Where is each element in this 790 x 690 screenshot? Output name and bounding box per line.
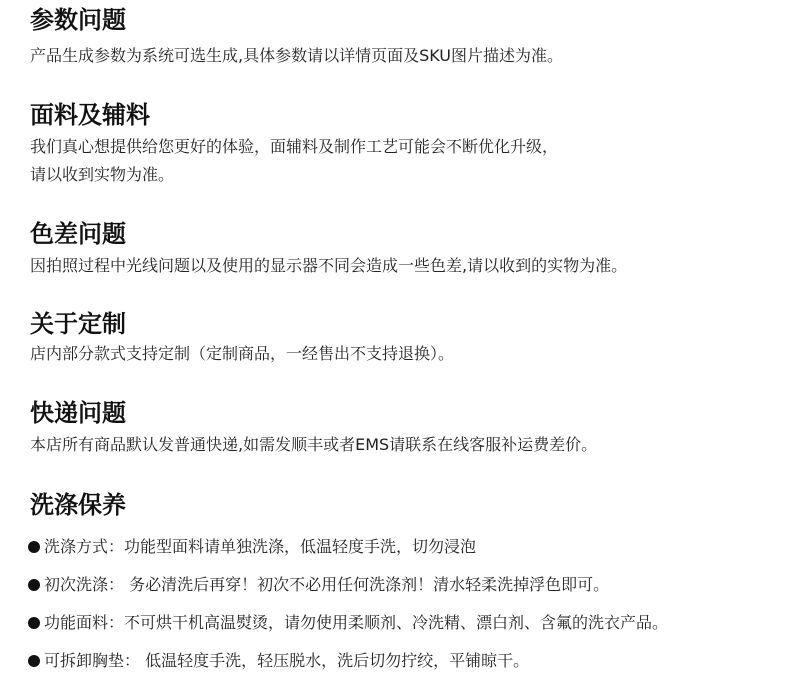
bullet-dot-icon — [28, 541, 40, 553]
section-title: 洗涤保养 — [30, 491, 126, 519]
section-shipping — [30, 399, 770, 459]
section-fabric — [30, 101, 770, 189]
section-title: 参数问题 — [30, 6, 126, 34]
bullet-dot-icon — [28, 655, 40, 667]
care-bullet — [28, 535, 476, 559]
care-bullet — [28, 573, 609, 597]
section-text: 请以收到实物为准。 — [30, 165, 175, 184]
section-title: 面料及辅料 — [30, 101, 150, 129]
section-text: 产品生成参数为系统可选生成,具体参数请以详情页面及SKU图片描述为准。 — [30, 46, 564, 65]
bullet-dot-icon — [28, 579, 40, 591]
section-text: 店内部分款式支持定制（定制商品，一经售出不支持退换）。 — [30, 344, 455, 363]
section-text: 因拍照过程中光线问题以及使用的显示器不同会造成一些色差,请以收到的实物为准。 — [30, 256, 628, 275]
section-title: 关于定制 — [30, 310, 126, 338]
section-parameters — [30, 6, 770, 70]
section-text: 本店所有商品默认发普通快递,如需发顺丰或者EMS请联系在线客服补运费差价。 — [30, 435, 598, 454]
section-title: 快递问题 — [30, 399, 126, 427]
care-bullet-text: 功能面料：不可烘干机高温熨烫，请勿使用柔顺剂、冷洗精、漂白剂、含氟的洗衣产品。 — [44, 613, 669, 632]
section-care — [30, 491, 770, 519]
section-text: 我们真心想提供给您更好的体验，面辅料及制作工艺可能会不断优化升级， — [30, 137, 559, 156]
section-customization — [30, 310, 770, 368]
section-title: 色差问题 — [30, 220, 126, 248]
section-color-difference — [30, 220, 770, 280]
care-bullet — [28, 611, 668, 635]
care-bullet-text: 洗涤方式：功能型面料请单独洗涤，低温轻度手洗，切勿浸泡 — [44, 537, 477, 556]
care-bullet-text: 初次洗涤： 务必清洗后再穿！初次不必用任何洗涤剂！清水轻柔洗掉浮色即可。 — [44, 575, 610, 594]
care-bullet-text: 可拆卸胸垫： 低温轻度手洗，轻压脱水，洗后切勿拧绞，平铺晾干。 — [44, 651, 530, 670]
care-bullet — [28, 649, 529, 673]
bullet-dot-icon — [28, 617, 40, 629]
